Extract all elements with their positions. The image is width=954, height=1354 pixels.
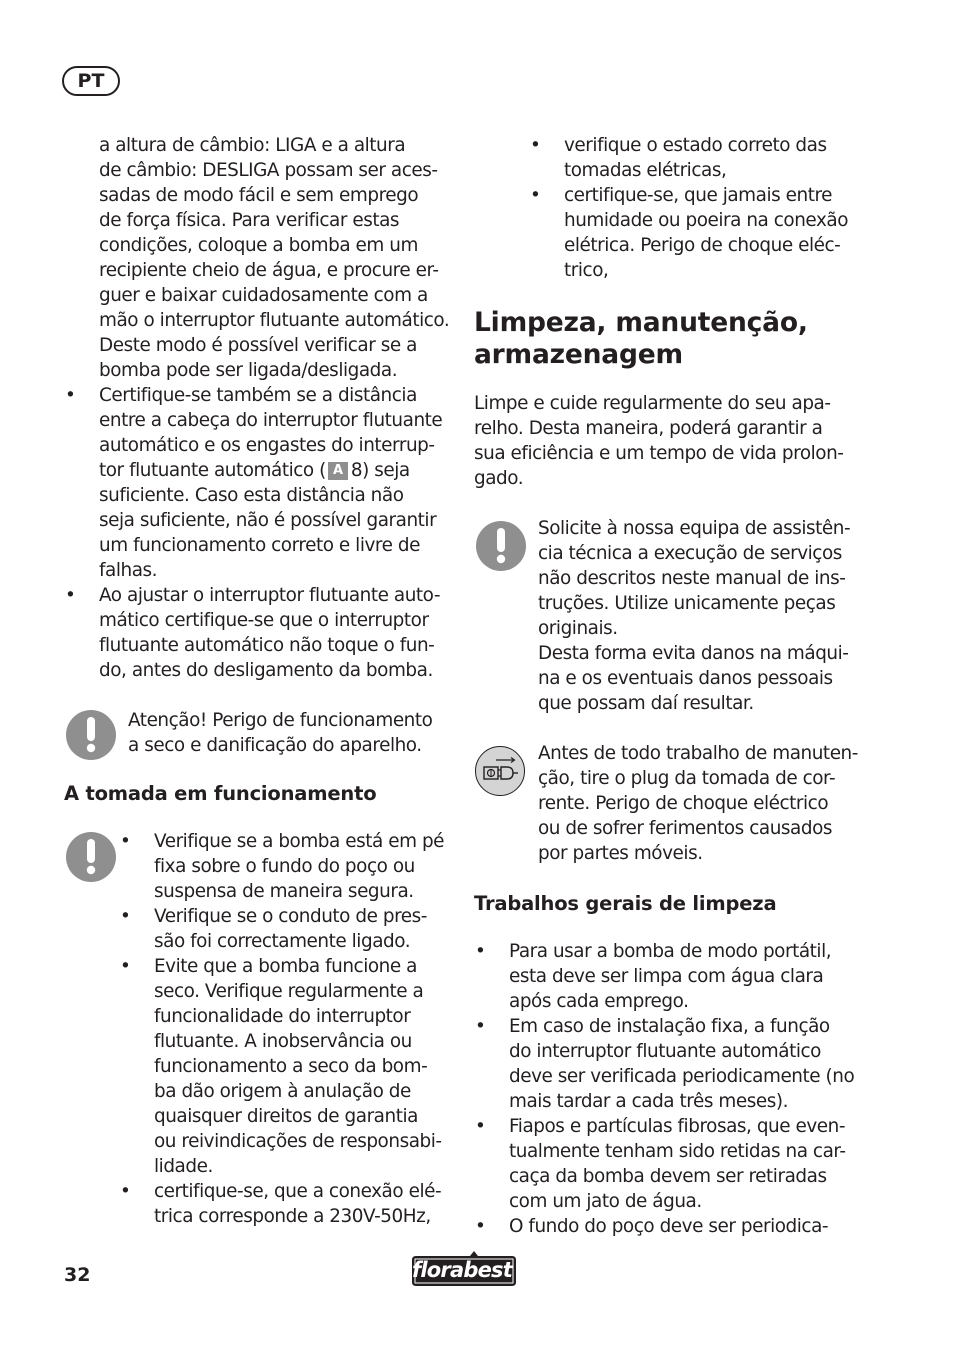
text-line: humidade ou poeira na conexão: [564, 210, 849, 231]
unplug-icon: [475, 746, 525, 796]
text-line: são foi correctamente ligado.: [154, 931, 411, 952]
text-line: do interruptor flutuante automático: [509, 1041, 821, 1062]
page-number: 32: [64, 1264, 91, 1286]
text-line: • Verifique se o conduto de pres-: [154, 906, 427, 927]
text-line: ba dão origem à anulação de: [154, 1081, 411, 1102]
text-line: mais tardar a cada três meses).: [509, 1091, 788, 1112]
text-line: gado.: [474, 468, 524, 489]
list-item: [529, 133, 864, 183]
text-line: de força física. Para verificar estas: [99, 210, 400, 231]
text-line: de câmbio: DESLIGA possam ser aces-: [99, 160, 438, 181]
text-line: Desta forma evita danos na máqui-: [538, 643, 849, 664]
list-item: [474, 1014, 864, 1114]
text-line: funcionalidade do interruptor: [154, 1006, 411, 1027]
text-line: caça da bomba devem ser retiradas: [509, 1166, 827, 1187]
list-item: [64, 383, 452, 583]
socket-list: [119, 829, 452, 1229]
dry-run-warning: [64, 708, 452, 758]
text-line: a altura de câmbio: LIGA e a altura: [99, 135, 406, 156]
text-line: tualmente tenham sido retidas na car-: [509, 1141, 846, 1162]
text-line: • Evite que a bomba funcione a: [154, 956, 417, 977]
list-item: [64, 583, 452, 683]
warning-icon: [66, 832, 116, 882]
text-line: falhas.: [99, 560, 158, 581]
text-line: suspensa de maneira segura.: [154, 881, 414, 902]
text-line: ou reivindicações de responsabi-: [154, 1131, 442, 1152]
text-line: guer e baixar cuidadosamente com a: [99, 285, 428, 306]
text-line: entre a cabeça do interruptor flutuante: [99, 410, 443, 431]
text-line: ou de sofrer ferimentos causados: [538, 818, 833, 839]
text-line: que possam daí resultar.: [538, 693, 754, 714]
text-line: • Ao ajustar o interruptor flutuante auto-: [99, 585, 441, 606]
text-line: funcionamento a seco da bom-: [154, 1056, 428, 1077]
text-line: • certifique-se, que a conexão elé-: [154, 1181, 442, 1202]
text-line: truções. Utilize unicamente peças: [538, 593, 836, 614]
text-line: rente. Perigo de choque eléctrico: [538, 793, 829, 814]
warning-icon: [66, 710, 116, 760]
text-fragment: 8) seja: [350, 460, 410, 481]
title-line: Limpeza, manutenção,: [474, 307, 808, 338]
text-line: flutuante automático não toque o fun-: [99, 635, 435, 656]
list-item: [474, 1114, 864, 1214]
text-line: após cada emprego.: [509, 991, 689, 1012]
service-note: [474, 516, 864, 716]
list-item: [474, 1214, 864, 1239]
text-line: Atenção! Perigo de funcionamento: [128, 710, 433, 731]
list-item: [529, 183, 864, 283]
text-line: Solicite à nossa equipa de assistên-: [538, 518, 851, 539]
warning-icon: [476, 521, 526, 571]
text-line: a seco e danificação do aparelho.: [128, 735, 422, 756]
text-line: originais.: [538, 618, 618, 639]
text-line: deve ser verificada periodicamente (no: [509, 1066, 855, 1087]
right-column: [474, 133, 864, 1239]
text-line: • verifique o estado correto das: [564, 135, 827, 156]
text-line: por partes móveis.: [538, 843, 703, 864]
text-line: do, antes do desligamento da bomba.: [99, 660, 433, 681]
list-item: [119, 904, 452, 954]
text-line: cia técnica a execução de serviços: [538, 543, 842, 564]
text-fragment: tor flutuante automático (: [99, 460, 326, 481]
title-line: armazenagem: [474, 339, 683, 370]
text-line: automático e os engastes do interrup-: [99, 435, 435, 456]
text-line: • Em caso de instalação fixa, a função: [509, 1016, 830, 1037]
text-line: recipiente cheio de água, e procure er-: [99, 260, 439, 281]
section-heading: A tomada em funcionamento: [64, 782, 377, 805]
text-line: mático certifique-se que o interruptor: [99, 610, 429, 631]
text-line: relho. Desta maneira, poderá garantir a: [474, 418, 823, 439]
text-line: • Certifique-se também se a distância: [99, 385, 417, 406]
text-line: [99, 458, 452, 483]
text-line: flutuante. A inobservância ou: [154, 1031, 412, 1052]
instruction-list: [64, 383, 452, 683]
text-line: lidade.: [154, 1156, 213, 1177]
text-line: não descritos neste manual de ins-: [538, 568, 846, 589]
intro-paragraph: [474, 391, 864, 491]
intro-paragraph: [64, 133, 452, 383]
text-line: ção, tire o plug da tomada de cor-: [538, 768, 836, 789]
cleaning-list: [474, 939, 864, 1239]
text-line: sadas de modo fácil e sem emprego: [99, 185, 419, 206]
language-badge: PT: [62, 66, 120, 96]
text-line: quaisquer direitos de garantia: [154, 1106, 418, 1127]
socket-checklist: [64, 829, 452, 1229]
text-line: Limpe e cuide regularmente do seu apa-: [474, 393, 831, 414]
text-line: • O fundo do poço deve ser periodica-: [509, 1216, 829, 1237]
list-item: [119, 954, 452, 1179]
text-line: bomba pode ser ligada/desligada.: [99, 360, 398, 381]
text-line: trica corresponde a 230V-50Hz,: [154, 1206, 431, 1227]
list-item: [119, 1179, 452, 1229]
left-column: [64, 133, 452, 1229]
text-line: • Verifique se a bomba está em pé: [154, 831, 445, 852]
text-line: • certifique-se, que jamais entre: [564, 185, 833, 206]
list-item: [119, 829, 452, 904]
list-item: [474, 939, 864, 1014]
text-line: Antes de todo trabalho de manuten-: [538, 743, 858, 764]
brand-logo: [404, 1250, 520, 1290]
section-heading: Trabalhos gerais de limpeza: [474, 892, 777, 915]
continued-socket-list: [474, 133, 864, 283]
text-line: • Fiapos e partículas fibrosas, que even-: [509, 1116, 846, 1137]
page-title: [474, 307, 864, 371]
text-line: na e os eventuais danos pessoais: [538, 668, 833, 689]
text-line: mão o interruptor flutuante automático.: [99, 310, 450, 331]
text-line: seja suficiente, não é possível garantir: [99, 510, 437, 531]
text-line: suficiente. Caso esta distância não: [99, 485, 404, 506]
text-line: condições, coloque a bomba em um: [99, 235, 418, 256]
text-line: • Para usar a bomba de modo portátil,: [509, 941, 832, 962]
text-line: tomadas elétricas,: [564, 160, 727, 181]
text-line: esta deve ser limpa com água clara: [509, 966, 824, 987]
text-line: seco. Verifique regularmente a: [154, 981, 424, 1002]
text-line: elétrica. Perigo de choque eléc-: [564, 235, 841, 256]
text-line: sua eficiência e um tempo de vida prolon-: [474, 443, 844, 464]
figure-reference-badge: A: [328, 462, 348, 480]
text-line: um funcionamento correto e livre de: [99, 535, 420, 556]
text-line: trico,: [564, 260, 609, 281]
text-line: fixa sobre o fundo do poço ou: [154, 856, 415, 877]
unplug-note: [474, 741, 864, 866]
socket-list-continued: [529, 133, 864, 283]
brand-logo-text: florabest: [412, 1258, 512, 1282]
text-line: Deste modo é possível verificar se a: [99, 335, 417, 356]
text-line: com um jato de água.: [509, 1191, 702, 1212]
